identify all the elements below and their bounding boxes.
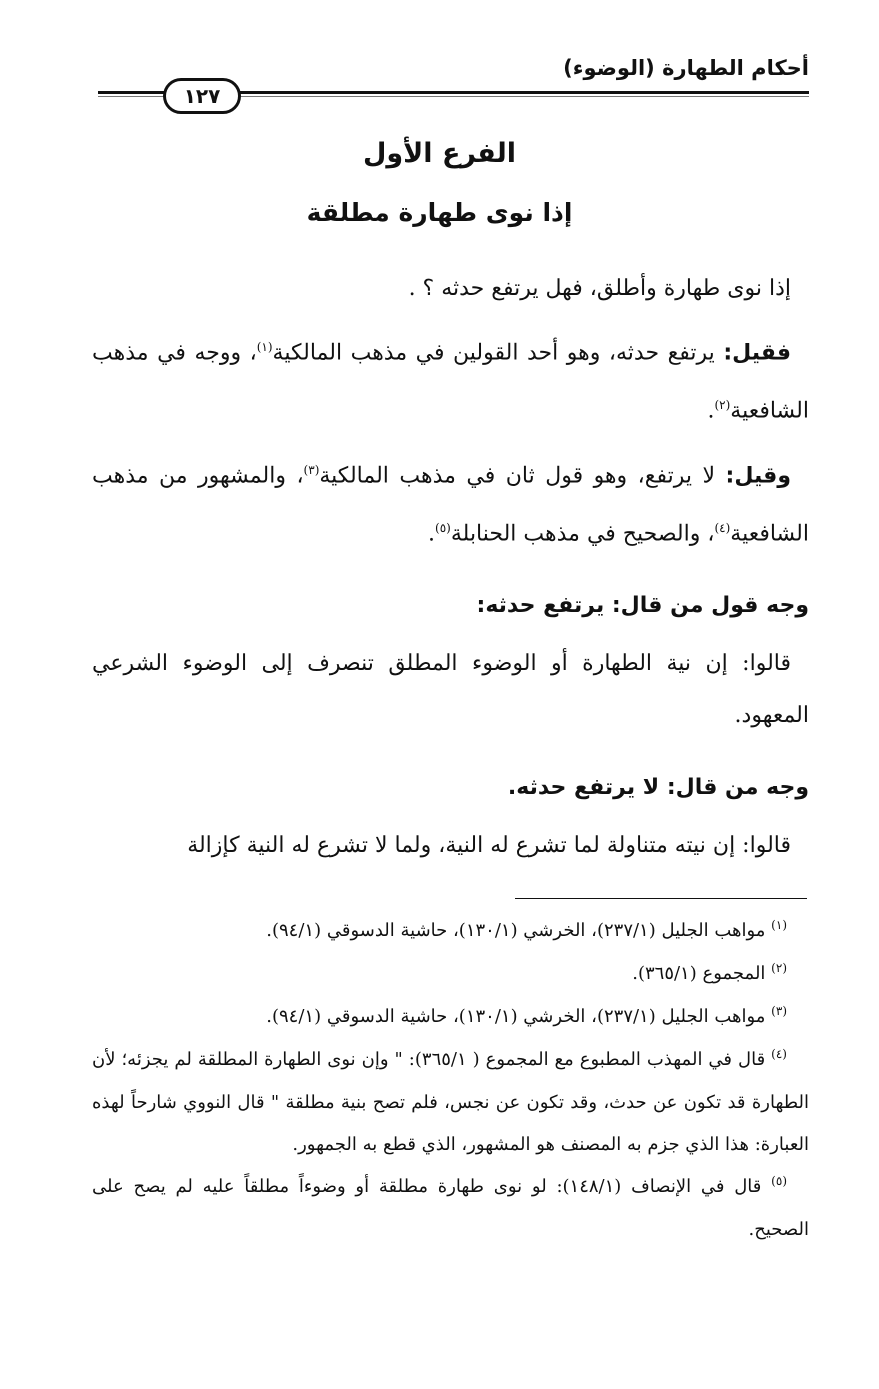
footnote-text: قال في المهذب المطبوع مع المجموع ( ٣٦٥/١): " وإن نوى الطهارة المطلقة لم يجزئه؛ لأن الطهارة قد تكون عن حدث، وقد تكون عن نجس، فلم تصح بنية مطلقة " قال النووي شارحاً لهذه العبارة: هذا الذي جزم به المصنف هو المشهور، الذي قطع به الجمهور. [92, 1049, 809, 1155]
argument-lifted: قالوا: إن نية الطهارة أو الوضوء المطلق تنصرف إلى الوضوء الشرعي المعهود. [92, 651, 809, 729]
opinion-1-text: يرتفع حدثه، وهو أحد القولين في مذهب المالكية [272, 340, 715, 366]
footnote-marker: (٢) [771, 961, 787, 975]
footnote-marker: (١) [771, 918, 787, 932]
opinion-2-text: لا يرتفع، وهو قول ثان في مذهب المالكية [319, 462, 716, 488]
opinion-1-end: . [707, 398, 715, 424]
footnote-ref-2: (٢) [714, 398, 731, 413]
footnote-ref-5: (٥) [435, 520, 451, 535]
footnote-marker: (٤) [771, 1047, 787, 1061]
running-title: أحكام الطهارة (الوضوء) [563, 56, 809, 80]
footnote-text: مواهب الجليل (٢٣٧/١)، الخرشي (١٣٠/١)، حاشية الدسوقي (٩٤/١). [266, 1006, 766, 1027]
opinion-1-lead: فقيل: [723, 340, 791, 366]
opinion-1-text-cont: ، ووجه في مذهب الشافعية [92, 340, 809, 424]
argument-not-lifted: قالوا: إن نيته متناولة لما تشرع له النية، ولما لا تشرع له النية كإزالة [187, 833, 791, 859]
opinion-1-paragraph [92, 321, 809, 438]
heading-not-lifted: وجه من قال: لا يرتفع حدثه. [507, 775, 809, 801]
heading-lifted: وجه قول من قال: يرتفع حدثه: [476, 593, 809, 619]
branch-title: الفرع الأول [362, 138, 517, 169]
footnote-text: قال في الإنصاف (١٤٨/١): لو نوى طهارة مطلقة أو وضوءاً مطلقاً عليه لم يصح على الصحيح. [92, 1176, 809, 1240]
footnotes [92, 910, 809, 1251]
footnote-marker: (٥) [771, 1174, 787, 1188]
footnote-ref-1: (١) [256, 340, 273, 354]
opinion-2-paragraph [92, 444, 809, 561]
footnote-marker: (٣) [771, 1004, 787, 1018]
footnote-ref-4: (٤) [714, 520, 731, 535]
topic-title: إذا نوى طهارة مطلقة [306, 198, 573, 227]
footnote-2 [92, 953, 809, 996]
footnote-text: المجموع (٣٦٥/١). [632, 963, 766, 984]
footnote-3 [92, 996, 809, 1039]
footnote-text: مواهب الجليل (٢٣٧/١)، الخرشي (١٣٠/١)، حاشية الدسوقي (٩٤/١). [266, 920, 766, 941]
opinion-2-text-cont: ، والمشهور من مذهب الشافعية [92, 462, 809, 547]
page-header [0, 0, 879, 120]
opinion-2-lead: وقيل: [725, 462, 792, 488]
footnote-5 [92, 1166, 809, 1251]
footnote-4 [92, 1039, 809, 1166]
page-number: ١٢٧ [163, 78, 241, 114]
opinion-2-text-cont2: ، والصحيح في مذهب الحنابلة [450, 521, 715, 547]
main-text [92, 263, 809, 872]
intro-paragraph: إذا نوى طهارة وأطلق، فهل يرتفع حدثه ؟ . [408, 276, 791, 301]
footnote-1 [92, 910, 809, 953]
footnote-ref-3: (٣) [303, 462, 320, 477]
footnote-separator [515, 898, 807, 899]
opinion-2-end: . [428, 521, 436, 547]
